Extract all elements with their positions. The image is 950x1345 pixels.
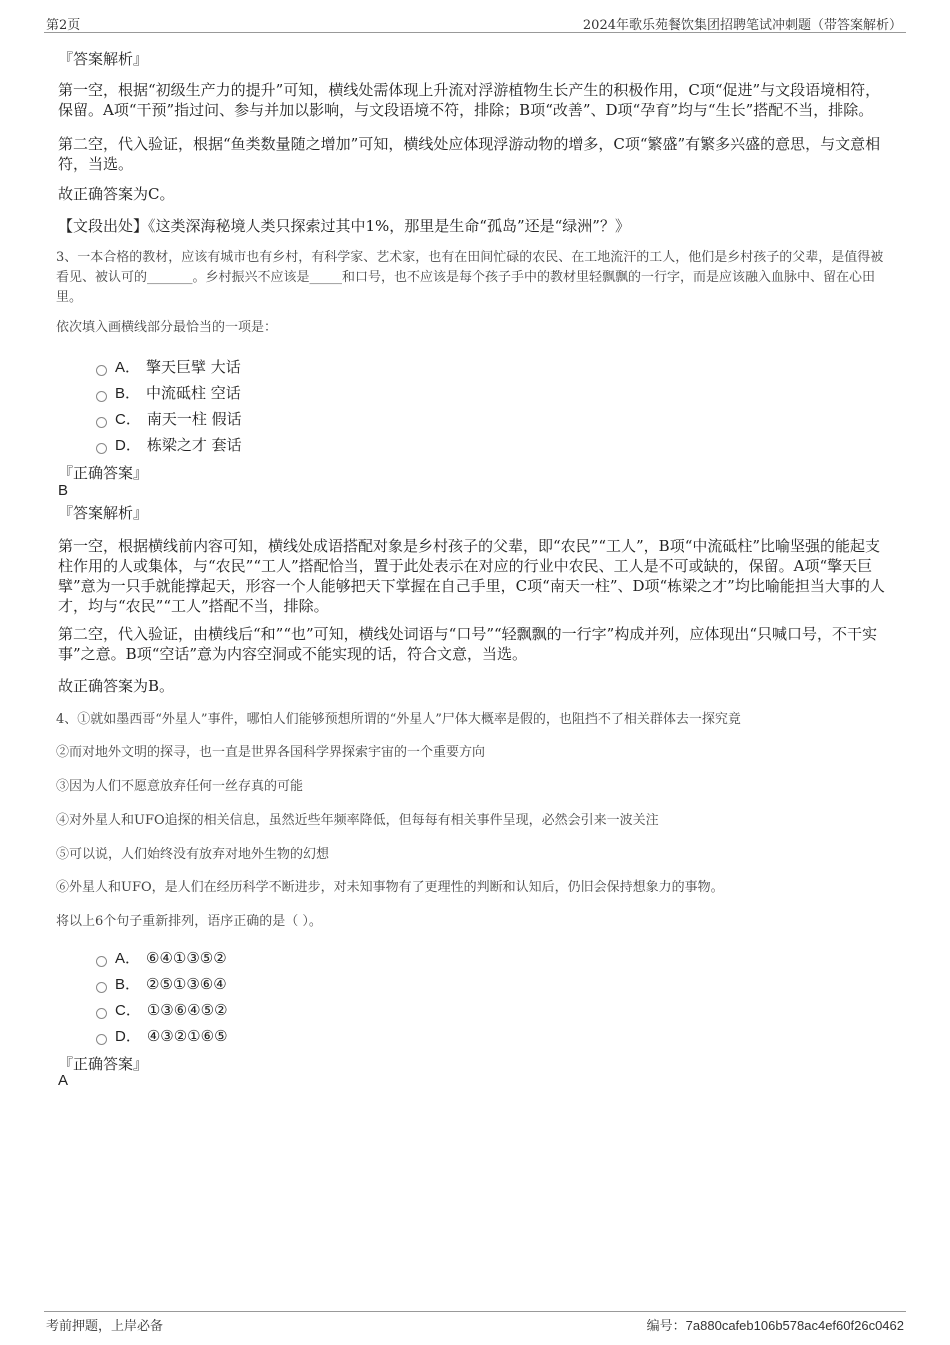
option-text: ②⑤①③⑥④ xyxy=(146,975,227,993)
q3-option-d[interactable] xyxy=(96,434,242,455)
q3-answer-label: 『正确答案』 xyxy=(58,464,149,482)
q3-explanation-label: 『答案解析』 xyxy=(58,504,149,522)
q2-source: 【文段出处】《这类深海秘境人类只探索过其中1%，那里是生命“孤岛”还是“绿洲”？》 xyxy=(58,217,630,235)
q3-explanation-p2: 第二空，代入验证，由横线后“和”“也”可知，横线处词语与“口号”“轻飘飘的一行字”构成并列，应体现出“只喊口号，不干实事”之意。B项“空话”意为内容空洞或不能实现的话，符合文意，当选。 xyxy=(58,625,878,663)
option-key: D． xyxy=(115,437,141,454)
radio-icon[interactable] xyxy=(96,365,107,376)
q4-option-d[interactable] xyxy=(96,1025,228,1046)
q3-prompt: 依次填入画横线部分最恰当的一项是： xyxy=(56,320,278,335)
page-header xyxy=(44,12,906,32)
q3-answer: B xyxy=(58,482,69,499)
q3-conclusion: 故正确答案为B。 xyxy=(58,677,175,695)
option-text: 南天一柱 假话 xyxy=(146,410,242,428)
option-text: 栋梁之才 套话 xyxy=(146,436,242,454)
q4-sentence-5: ⑤可以说，人们始终没有放弃对地外生物的幻想 xyxy=(56,847,330,862)
footer-divider xyxy=(44,1311,906,1312)
q2-explanation-p2: 第二空，代入验证，根据“鱼类数量随之增加”可知，横线处应体现浮游动物的增多，C项“繁盛”有繁多兴盛的意思，与文意相符，当选。 xyxy=(58,135,881,173)
option-key: D． xyxy=(115,1028,141,1045)
option-text: ④③②①⑥⑤ xyxy=(146,1027,228,1045)
q3-stem: 3、一本合格的教材，应该有城市也有乡村，有科学家、艺术家，也有在田间忙碌的农民、在工地流汗的工人，他们是乡村孩子的父辈，是值得被看见、被认可的_______。乡村振兴不应该是_____和口号，也不应该是每个孩子手中的教材里轻飘飘的一行字，而是应该融入血脉中、留在心田里。 xyxy=(56,250,884,305)
document-title: 2024年歌乐苑餐饮集团招聘笔试冲刺题（带答案解析） xyxy=(582,18,902,33)
q4-prompt: 将以上6个句子重新排列，语序正确的是（ ）。 xyxy=(56,914,322,929)
q4-sentence-6: ⑥外星人和UFO，是人们在经历科学不断进步，对未知事物有了更理性的判断和认知后，仍旧会保持想象力的事物。 xyxy=(56,880,724,895)
option-key: C． xyxy=(115,411,141,428)
option-key: A． xyxy=(115,950,141,967)
q4-answer: A xyxy=(58,1072,69,1089)
footer-slogan: 考前押题，上岸必备 xyxy=(46,1319,164,1334)
q2-explanation-label: 『答案解析』 xyxy=(58,50,149,68)
q4-option-b[interactable] xyxy=(96,973,227,994)
header-divider xyxy=(44,32,906,33)
radio-icon[interactable] xyxy=(96,417,107,428)
radio-icon[interactable] xyxy=(96,956,107,967)
radio-icon[interactable] xyxy=(96,1008,107,1019)
q3-explanation-p1: 第一空，根据横线前内容可知，横线处成语搭配对象是乡村孩子的父辈，即“农民”“工人”，B项“中流砥柱”比喻坚强的能起支柱作用的人或集体，与“农民”“工人”搭配恰当，置于此处表示在对应的行业中农民、工人是不可或缺的，保留。A项“擎天巨擘”意为一只手就能撑起天，形容一个人能够把天下掌握在自己手里，C项“南天一柱”、D项“栋梁之才”均比喻能担当大事的人才，均与“农民”“工人”搭配不当，排除。 xyxy=(58,537,885,615)
option-text: 擎天巨擘 大话 xyxy=(146,358,241,376)
page-footer xyxy=(44,1313,906,1334)
option-key: B． xyxy=(115,976,141,993)
q4-sentence-4: ④对外星人和UFO追探的相关信息，虽然近些年频率降低，但每每有相关事件呈现，必然会引来一波关注 xyxy=(56,813,659,828)
option-key: B． xyxy=(115,385,141,402)
option-text: ⑥④①③⑤② xyxy=(146,949,227,967)
option-text: ①③⑥④⑤② xyxy=(146,1001,228,1019)
document-code: 编号：7a880cafeb106b578ac4ef60f26c0462 xyxy=(646,1318,904,1333)
radio-icon[interactable] xyxy=(96,1034,107,1045)
q3-option-b[interactable] xyxy=(96,382,241,403)
option-key: C． xyxy=(115,1002,141,1019)
radio-icon[interactable] xyxy=(96,443,107,454)
page-number: 第2页 xyxy=(46,18,81,33)
q4-sentence-2: ②而对地外文明的探寻，也一直是世界各国科学界探索宇宙的一个重要方向 xyxy=(56,745,486,760)
q4-answer-label: 『正确答案』 xyxy=(58,1055,149,1073)
option-text: 中流砥柱 空话 xyxy=(146,384,241,402)
q3-option-a[interactable] xyxy=(96,356,241,377)
q4-option-c[interactable] xyxy=(96,999,228,1020)
q2-conclusion: 故正确答案为C。 xyxy=(58,185,175,203)
q4-option-a[interactable] xyxy=(96,947,227,968)
q2-explanation-p1: 第一空，根据“初级生产力的提升”可知，横线处需体现上升流对浮游植物生长产生的积极作用，C项“促进”与文段语境相符，保留。A项“干预”指过问、参与并加以影响，与文段语境不符，排除；B项“改善”、D项“孕育”均与“生长”搭配不当，排除。 xyxy=(58,81,881,119)
q4-sentence-3: ③因为人们不愿意放弃任何一丝存真的可能 xyxy=(56,779,304,794)
option-key: A． xyxy=(115,359,141,376)
radio-icon[interactable] xyxy=(96,391,107,402)
q4-sentence-1: 4、①就如墨西哥“外星人”事件，哪怕人们能够预想所谓的“外星人”尸体大概率是假的，也阻挡不了相关群体去一探究竟 xyxy=(56,712,741,727)
radio-icon[interactable] xyxy=(96,982,107,993)
q3-option-c[interactable] xyxy=(96,408,242,429)
